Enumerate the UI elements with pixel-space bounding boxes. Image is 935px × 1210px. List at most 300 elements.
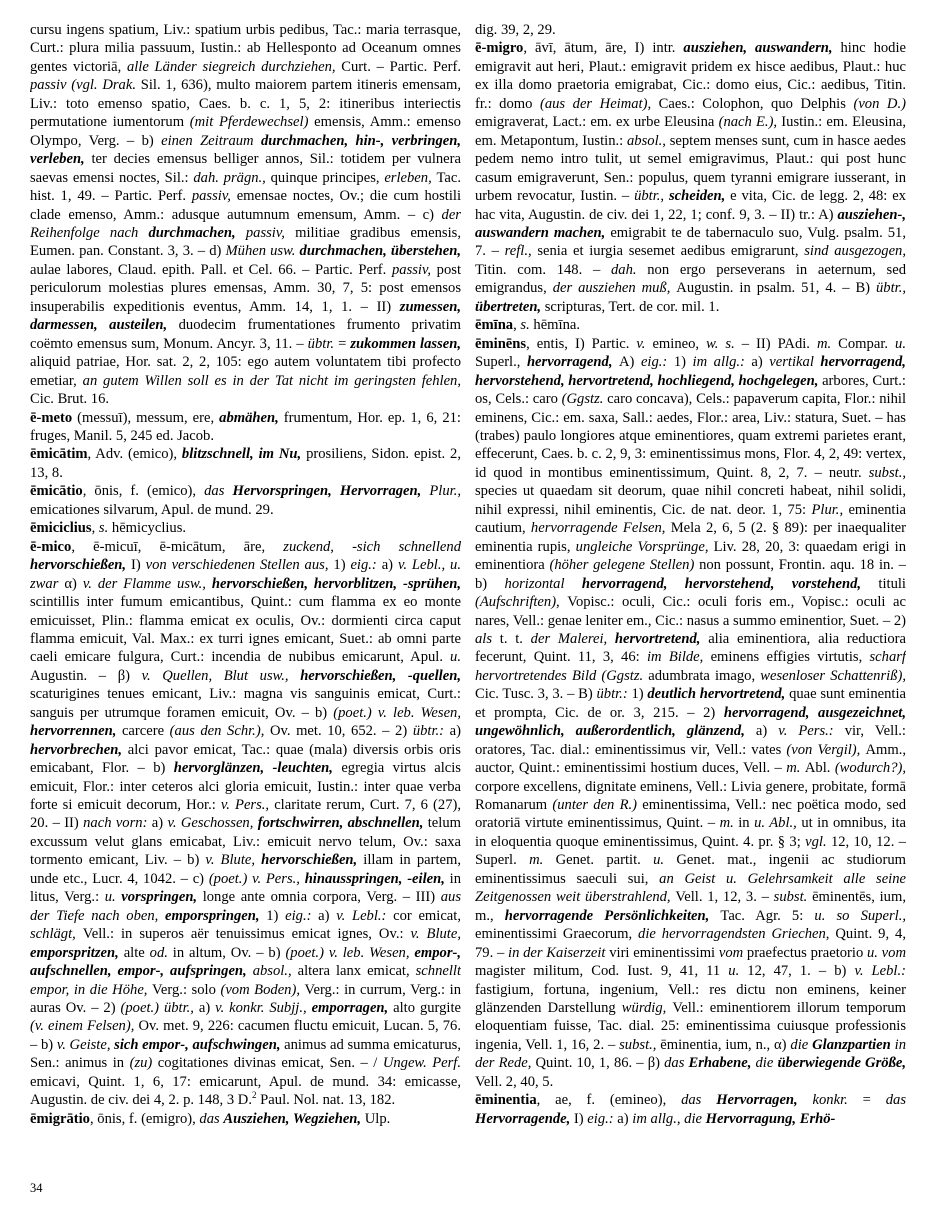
text-segment: , entis, I) Partic.: [526, 335, 637, 352]
headword: ēmiciclius: [30, 520, 92, 537]
text-segment: scheiden,: [668, 188, 731, 205]
text-segment: ēminentēs, ium, m.,: [475, 889, 906, 924]
text-segment: refl.,: [504, 243, 538, 260]
text-segment: prosiliens, Sidon. epist. 2, 13, 8.: [30, 446, 461, 481]
text-segment: übertreten,: [475, 298, 545, 315]
text-segment: (poet.) v. leb. Wesen,: [285, 944, 415, 961]
text-segment: carcere: [121, 723, 170, 740]
text-segment: dig. 39, 2, 29.: [475, 22, 556, 38]
text-segment: schlägt,: [30, 926, 83, 943]
text-segment: Mühen usw.: [225, 243, 300, 260]
text-segment: Ausziehen, Wegziehen,: [223, 1110, 365, 1127]
text-segment: adumbrata imago,: [648, 667, 761, 684]
text-segment: emicavi, Quint. 1, 6, 17: emicarunt, Apul. de mund. 34: emicasse, Augustin. de civ. dei 4, 2. p. 148, 3 D.: [30, 1073, 461, 1109]
text-segment: – II) PAdi.: [741, 335, 817, 352]
text-segment: , ae, f. (emineo),: [536, 1092, 682, 1109]
page-number: 34: [30, 1181, 43, 1195]
headword: ēminēns: [475, 335, 527, 352]
headword: ē-mico: [30, 538, 72, 555]
text-segment: übtr.,: [875, 280, 906, 297]
text-segment: emporspritzen,: [30, 944, 124, 961]
text-segment: v. Pers.,: [220, 797, 275, 814]
text-segment: (von Vergil),: [786, 741, 866, 758]
text-segment: (zu): [129, 1055, 158, 1072]
text-segment: die hervorragendsten Griechen,: [638, 926, 836, 943]
text-segment: hervorragend, ausgezeichnet, ungewöhnlich, außerordentlich, glänzend,: [475, 704, 906, 740]
text-segment: Mela 2, 6, 5 (2. § 89): per inaequaliter eminentia rupis,: [475, 520, 906, 555]
text-segment: Hervorragen,: [716, 1092, 813, 1109]
text-segment: ,: [91, 520, 99, 537]
dictionary-entry: [30, 445, 461, 482]
text-segment: fortschwirren, abschnellen,: [257, 815, 428, 832]
text-segment: hēmīna.: [533, 317, 580, 334]
text-segment: hervorbrechen,: [30, 741, 128, 758]
headword: ēmicātio: [30, 483, 83, 500]
text-segment: Augustin. in psalm. 51, 4. – B): [676, 280, 876, 297]
text-segment: e vita, Cic. de legg. 2, 48: ex hac vita, Augustin. de civ. dei 1, 22, 1; conf. 9, 3. – II) tr.: A): [475, 188, 906, 223]
text-segment: 1): [266, 907, 286, 924]
text-segment: an gutem Willen soll es in der Tat nicht im geringsten fehlen,: [82, 372, 461, 389]
text-segment: hervorragend, hervorstehend, vorstehend,: [581, 575, 879, 592]
text-segment: aulae labores, Claud. epith. Pall. et Cel. 66. – Partic. Perf.: [30, 261, 392, 278]
text-segment: cogitationes divinas emicat, Sen. – /: [157, 1055, 383, 1072]
text-segment: Verg.: solo: [152, 981, 221, 998]
text-segment: (aus den Schr.),: [169, 723, 270, 740]
text-segment: u.: [104, 889, 122, 906]
text-segment: 1): [631, 686, 648, 703]
text-segment: od.: [149, 944, 173, 961]
text-segment: m.: [816, 335, 839, 352]
text-segment: (unter den R.): [552, 797, 643, 814]
text-segment: (poet.) übtr.,: [120, 1000, 199, 1017]
text-segment: caro concava), Cels.: papaverum capita, Flor.: nihil eminens, Cic.: em. saxa, Sall.: aedes, Flor.: area, Liv.: statura, Suet. – has (trabes) paulo longiores atque eminentiores, quam extremi parietes erant, effecerunt, Caes. b. c. 2, 9, 3: eminentissimus mons, Flor. 4, 2, 49: vertex, id quod in montibus eminentissimum, Quint. 8, 2, 7. – neutr.: [475, 391, 906, 481]
text-segment: hervorschießen, -quellen,: [300, 667, 461, 684]
text-segment: (poet.) v. Pers.,: [208, 870, 305, 887]
text-segment: Augustin. – β): [30, 667, 142, 684]
text-segment: übtr.:: [412, 723, 450, 740]
text-segment: =: [862, 1092, 886, 1109]
text-segment: v. Geschossen,: [167, 815, 258, 832]
text-segment: schnellt empor, in die Höhe,: [30, 963, 461, 998]
text-segment: hervortretend,: [614, 630, 709, 647]
text-segment: frumentum, Hor. ep. 1, 6, 21: fruges, Manil. 5, 245 ed. Jacob.: [30, 409, 461, 444]
text-segment: hervorragend,: [526, 354, 620, 371]
text-segment: eig.:: [640, 354, 674, 371]
text-segment: corpore excellens, dignitate eminens, Vell.: Livia genere, probitate, formā Romanarum: [475, 778, 906, 814]
text-segment: aliquid patriae, Hor. sat. 2, 2, 105: ego autem voluntatem tibi profecto emetiar,: [30, 354, 461, 389]
text-segment: absol.,: [627, 132, 670, 149]
text-segment: militiae gradibus emensis, Eumen. pan. Constant. 3, 3. – d): [30, 224, 461, 260]
text-segment: a): [617, 1110, 633, 1127]
text-segment: Ov. met. 10, 652. – 2): [269, 723, 413, 740]
text-segment: I): [130, 557, 146, 574]
text-segment: subst.,: [868, 464, 906, 481]
text-segment: Vopisc.: oculi, Cic.: oculi foris em., Vopisc.: oculi ac nares, Vell.: genae leniter em., Cic.: nasus a summo eminentior, Suet. – 2): [475, 594, 906, 629]
text-segment: scripturas, Tert. de cor. mil. 1.: [544, 298, 720, 315]
text-segment: a): [151, 815, 168, 832]
text-segment: (wodurch?),: [834, 760, 906, 777]
text-segment: quae sunt eminentia et prompta, Cic. de or. 3, 215. – 2): [475, 686, 906, 721]
text-segment: scaturigines tenues emicant, Liv.: magna vis sanguinis emicat, Curt.: sanguis per utrumque foramen emicuit, Ov. – b): [30, 686, 461, 721]
text-segment: hervorschießen,: [261, 852, 364, 869]
text-segment: ēminentia, ium, n., α): [660, 1036, 791, 1053]
text-segment: u.: [895, 335, 906, 352]
text-segment: Quint. 9, 4, 79. –: [475, 926, 906, 961]
text-segment: A): [619, 354, 641, 371]
text-segment: species ut quaedam sit deorum, quae nihil concreti habeat, nihil solidi, nihil expressi, nihil eminentis, Cic. de nat. deor. 1, 75:: [475, 483, 906, 518]
text-segment: I): [573, 1110, 588, 1127]
headword: ē-meto: [30, 409, 73, 426]
text-segment: durchmachen,: [148, 224, 246, 241]
text-segment: überwiegende Größe,: [777, 1055, 906, 1072]
text-segment: emigraverat, Lact.: em. ex urbe Eleusina: [475, 114, 719, 131]
text-segment: eminentissima, Vell.: nec poëtica modo, sed oratoriā virtute eminentissimus, Quint. –: [475, 797, 906, 832]
text-segment: Quint. 10, 1, 86. – β): [535, 1055, 665, 1072]
text-segment: erleben,: [384, 169, 437, 186]
text-segment: Vell.: eminentiorem illorum temporum eloquentiam fuisse, Tac. dial. 25: eminentissima cuiusque professionis ingenia, Vell. 1, 16, 2. –: [475, 1000, 906, 1053]
text-segment: (messuī), messum, ere,: [72, 409, 220, 426]
text-segment: u.: [450, 649, 461, 666]
headword: ēmigrātio: [30, 1110, 90, 1127]
text-segment: 1): [333, 557, 351, 574]
column-right: [475, 21, 906, 1175]
text-segment: ter decies emensus belliger annos, Sil.: totidem per vulnera saevas emensi noctes, Sil.:: [30, 151, 461, 186]
text-segment: von verschiedenen Stellen aus,: [145, 557, 334, 574]
text-segment: passiv,: [245, 224, 296, 241]
text-segment: die: [790, 1036, 813, 1053]
text-segment: v. Quellen, Blut usw.,: [141, 667, 301, 684]
text-segment: Plur.,: [429, 483, 461, 500]
text-segment: a): [381, 557, 398, 574]
text-segment: telum excussum velut glans emicabat, Liv.: emicuit nervo telum, Ov.: saxa tormento emicant, Liv. – b): [30, 815, 461, 869]
text-segment: hervorragende Felsen,: [530, 520, 671, 537]
text-segment: das: [204, 483, 233, 500]
text-segment: dah. prägn.,: [193, 169, 271, 186]
text-segment: emicationes silvarum, Apul. de mund. 29.: [30, 501, 274, 518]
text-segment: zuckend, -sich schnellend: [283, 538, 461, 555]
text-segment: sich empor-, aufschwingen,: [114, 1036, 285, 1053]
text-segment: a): [318, 907, 337, 924]
text-segment: emporragen,: [311, 1000, 394, 1017]
text-segment: der Reihenfolge nach: [30, 206, 461, 241]
text-segment: ,: [513, 317, 521, 334]
text-segment: , āvī, ātum, āre, I) intr.: [523, 40, 684, 57]
headword: ēminentia: [475, 1092, 537, 1109]
text-segment: im allg., die: [632, 1110, 706, 1127]
text-segment: (Ggstz.: [561, 391, 608, 408]
dictionary-entry: [30, 409, 461, 446]
text-segment: claritate rerum, Curt. 7, 6 (27), 20. – II): [30, 797, 461, 832]
text-segment: Abl.: [804, 760, 835, 777]
text-segment: emporspringen,: [165, 907, 267, 924]
text-segment: im allg.:: [692, 354, 752, 371]
text-segment: cursu ingens spatium, Liv.: spatium urbis pedibus, Tac.: maria terrasque, Curt.: plura milia passuum, Iustin.: ab Hellesponto ad Oceanum omnes gentes victoriā,: [30, 22, 461, 75]
text-segment: emineo,: [652, 335, 707, 352]
text-segment: in litus, Verg.:: [30, 870, 461, 906]
text-segment: hervorragende Persönlichkeiten,: [504, 907, 721, 924]
dictionary-page: [30, 21, 906, 1175]
text-segment: v. Lebl.:: [854, 963, 906, 980]
text-segment: cor emicat,: [393, 907, 461, 924]
text-segment: als: [475, 630, 500, 647]
headword: ēmīna: [475, 317, 514, 334]
text-segment: empor-, aufschnellen, empor-, aufspringen,: [30, 944, 461, 980]
text-segment: praefectus praetorio: [746, 944, 867, 961]
text-segment: vir, Vell.: oratores, Tac. dial.: eminentissimus vir, Vell.: vates: [475, 723, 906, 758]
text-segment: w. s.: [706, 335, 742, 352]
text-segment: v. der Flamme usw.,: [82, 575, 212, 592]
text-segment: (Aufschriften),: [475, 594, 568, 611]
text-segment: (von D.): [853, 95, 906, 112]
text-segment: Hervorragende,: [475, 1110, 574, 1127]
text-segment: Verg.: in currum, Verg.: in auras Ov. – 2): [30, 981, 461, 1017]
dictionary-entry: [475, 316, 906, 334]
text-segment: die: [755, 1055, 778, 1072]
text-segment: durchmachen, überstehen,: [299, 243, 461, 260]
text-segment: egregia virtus alcis emicuit, Flor.: inter ceteros alci gloria emicuit, Iustin.: inter quae verba forte si emicuit decorum, Hor.:: [30, 760, 461, 814]
dictionary-entry: [30, 519, 461, 537]
text-segment: eminentia cautium,: [475, 501, 906, 537]
text-segment: u.: [653, 852, 677, 869]
text-segment: blitzschnell, im Nu,: [181, 446, 307, 463]
text-segment: v. Lebl., u. zwar: [30, 557, 461, 592]
text-segment: (vom Boden),: [220, 981, 305, 998]
text-segment: non possunt, Frontin. aqu. 18 in. – b): [475, 557, 906, 592]
text-segment: altera lanx emicat,: [297, 963, 416, 980]
text-segment: vertikal: [769, 354, 821, 371]
text-segment: Sil. 1, 636), multo maiorem partem itineris emensam, Liv.: toto emenso spatio, Caes. b. c. 1, 5, 2: itineribus interiectis permutatione iumentorum: [30, 77, 461, 131]
text-segment: im Bilde,: [646, 649, 711, 666]
text-segment: v. Geiste,: [56, 1036, 115, 1053]
text-segment: übtr.:: [596, 686, 632, 703]
text-segment: (poet.) v. leb. Wesen,: [333, 704, 461, 721]
text-segment: 1): [673, 354, 693, 371]
text-segment: (aus der Heimat),: [539, 95, 659, 112]
text-segment: fastigium, fortuna, ingenium, Vell.: res dictu non eminens, keiner glänzenden Darstellung: [475, 981, 906, 1017]
text-segment: emensae noctes, Ov.; die cum hostili clade emenso, Amm.: adusque autumnum emensum, Amm. – c): [30, 188, 461, 223]
text-segment: Erhabene,: [688, 1055, 756, 1072]
text-segment: eminens effigies virtutis,: [710, 649, 870, 666]
text-segment: ausziehen-, auswandern machen,: [475, 206, 906, 241]
text-segment: konkr.: [812, 1092, 863, 1109]
text-segment: Tac. hist. 1, 49. – Partic. Perf.: [30, 169, 461, 205]
text-segment: Genet. mat., ingenii ac studiorum eminentissimus saeculi sui,: [475, 852, 906, 887]
text-segment: das: [885, 1092, 906, 1109]
text-segment: , Adv. (emico),: [87, 446, 182, 463]
dictionary-entry: [475, 39, 906, 316]
text-segment: Hervorragung, Erhö-: [705, 1110, 836, 1127]
text-segment: dah.: [610, 261, 648, 278]
text-segment: subst.,: [619, 1036, 661, 1053]
text-segment: Cic. Tusc. 3, 3. – B): [475, 686, 597, 703]
text-segment: emensis, Amm.: emenso Olympo, Verg. – b): [30, 114, 461, 149]
text-segment: m.: [529, 852, 556, 869]
text-segment: , ōnis, f. (emigro),: [89, 1110, 200, 1127]
headword: ē-migro: [475, 40, 524, 57]
text-segment: Titin. com. 148. –: [475, 261, 611, 278]
text-segment: hervorrennen,: [30, 723, 122, 740]
text-segment: durchmachen, hin-, verbringen, verleben,: [30, 132, 461, 168]
text-segment: in: [738, 815, 755, 832]
text-segment: Plur.,: [811, 501, 849, 518]
entry-continuation: [30, 21, 461, 409]
text-segment: u.: [728, 963, 748, 980]
text-segment: sind ausgezogen,: [804, 243, 906, 260]
text-segment: alle Länder siegreich durchziehen,: [126, 58, 342, 75]
text-segment: v. Blute,: [410, 926, 461, 943]
text-segment: ut in omnibus, ita in eloquentia quoque eminentissimus, Quint. 4. pr. § 3;: [475, 815, 906, 850]
text-segment: ungleiche Vorsprünge,: [575, 538, 714, 555]
text-segment: einen Zeitraum: [161, 132, 261, 149]
text-segment: vom: [718, 944, 747, 961]
text-segment: animus ad summa emicaturus, Sen.: animus in: [30, 1036, 461, 1072]
text-segment: passiv,: [191, 188, 237, 205]
text-segment: Vell.: in superos aër tenuissimus emicat ignes, Ov.:: [82, 926, 411, 943]
text-segment: Superl.,: [475, 354, 527, 371]
entry-continuation: [475, 21, 906, 39]
text-segment: Caes.: Colophon, quo Delphis: [658, 95, 854, 112]
text-segment: v. Blute,: [205, 852, 262, 869]
text-segment: Vell. 1, 12, 3. –: [675, 889, 774, 906]
text-segment: (nach E.),: [718, 114, 782, 131]
text-segment: longe ante omnia corpora, Verg. – III): [202, 889, 441, 906]
text-segment: alto gurgite: [393, 1000, 461, 1017]
text-segment: passiv,: [391, 261, 437, 278]
text-segment: , ōnis, f. (emico),: [82, 483, 205, 500]
text-segment: zukommen lassen,: [350, 335, 461, 352]
text-segment: 12, 47, 1. – b): [747, 963, 855, 980]
column-left: [30, 21, 461, 1175]
text-segment: u. Abl.,: [754, 815, 802, 832]
text-segment: t. t.: [499, 630, 531, 647]
text-segment: viri eminentissimi: [609, 944, 719, 961]
text-segment: ausziehen, auswandern,: [683, 40, 841, 57]
text-segment: alci pavor emicat, Tac.: quae (mala) diversis orbis oris emicabant, Flor. – b): [30, 741, 461, 777]
text-segment: eig.:: [350, 557, 382, 574]
text-segment: senia et iurgia sesemet aedibus emigrarunt,: [537, 243, 805, 260]
text-segment: vgl.: [805, 833, 831, 850]
text-segment: in der Kaiserzeit: [508, 944, 610, 961]
text-segment: nach vorn:: [83, 815, 152, 832]
text-segment: (v. einem Felsen),: [30, 1018, 139, 1035]
text-segment: hinc hodie emigravit aut heri, Plaut.: emigravit pridem ex hisce aedibus, Plaut.: huc ex illa domo praetoria emigrabat, Cic.: domo eius, Cic.: aedibus, Titin. fr.: domo: [475, 40, 906, 112]
text-segment: =: [338, 335, 351, 352]
text-segment: s.: [98, 520, 112, 537]
text-segment: magister militum, Cod. Iust. 9, 41, 11: [475, 963, 729, 980]
text-segment: zumessen, darmessen, austeilen,: [30, 298, 461, 334]
text-segment: Curt. – Partic. Perf.: [341, 58, 461, 75]
text-segment: hervorglänzen, -leuchten,: [173, 760, 342, 777]
text-segment: illam in partem, unde etc., Lucr. 4, 1042. – c): [30, 852, 461, 887]
text-segment: das: [681, 1092, 717, 1109]
text-segment: das: [199, 1110, 224, 1127]
text-segment: absol.,: [252, 963, 298, 980]
text-segment: hervorschießen, hervorblitzen, -sprühen,: [211, 575, 461, 592]
text-segment: v.: [636, 335, 653, 352]
text-segment: 2: [252, 1090, 257, 1101]
text-segment: das: [664, 1055, 689, 1072]
text-segment: , ē-micuī, ē-micātum, āre,: [71, 538, 284, 555]
dictionary-entry: [30, 482, 461, 519]
text-segment: aus der Tiefe nach oben,: [30, 889, 461, 924]
text-segment: Ov. met. 9, 226: cacumen fluctu emicuit, Lucan. 5, 76. – b): [30, 1018, 461, 1053]
text-segment: scintillis inter fumum emicantibus, Quint.: cum flamma ex eo monte emicuisset, Plin.: flamma emicat ex oculis, Ov.: dormienti circa caput flamma emicuit, Val. Max.: ex turri ignes emicant, Suet.: ab omni parte caeli emicare fulgura, Curt.: incendia de nubibus emicarunt, Apul.: [30, 594, 461, 666]
text-segment: scharf hervortretendes Bild (Ggstz.: [475, 649, 906, 684]
text-segment: deutlich hervortretend,: [647, 686, 790, 703]
text-segment: hinausspringen, -eilen,: [304, 870, 450, 887]
text-segment: m.: [719, 815, 739, 832]
text-segment: der Malerei,: [530, 630, 615, 647]
text-segment: Ungew. Perf.: [382, 1055, 461, 1072]
text-segment: α): [64, 575, 83, 592]
dictionary-entry: [475, 335, 906, 1092]
text-segment: in altum, Ov. – b): [172, 944, 286, 961]
text-segment: Iustin.: em. Eleusina, em. Metapontum, Iustin.:: [475, 114, 906, 149]
text-segment: m.: [786, 760, 805, 777]
text-segment: Paul. Nol. nat. 13, 182.: [256, 1092, 396, 1109]
text-segment: (höher gelegene Stellen): [549, 557, 700, 574]
text-segment: v. konkr. Subjj.,: [215, 1000, 312, 1017]
text-segment: u. so Superl.,: [814, 907, 906, 924]
text-segment: a): [198, 1000, 216, 1017]
text-segment: post periculorum molestias plures emensas, Amm. 30, 7, 5: post emensos insuperabilis expeditionis eventus, Amm. 14, 1, 1. – II): [30, 261, 461, 315]
text-segment: septem menses sunt, cum in hasce aedes pedem nemo intro tulit, ut semel emigravimus, Plaut.: qui post hunc casum emigraverunt, Sen.: populus, quem tyranni emigrare iusserant, in urbem revocatur, Iustin. –: [475, 132, 906, 205]
text-segment: u. vom: [867, 944, 906, 961]
text-segment: v. Pers.:: [778, 723, 845, 740]
text-segment: quinque principes,: [270, 169, 385, 186]
text-segment: abmähen,: [219, 409, 284, 426]
text-segment: s.: [520, 317, 534, 334]
text-segment: eminentissimi Graecorum,: [475, 926, 639, 943]
text-segment: Liv. 28, 20, 3: quaedam erigi in eminentiora: [475, 538, 906, 574]
text-segment: passiv (vgl. Drak.: [30, 77, 141, 94]
text-segment: non ergo perseverans in aeternum, sed emigrandus,: [475, 261, 906, 297]
text-segment: Cic. Brut. 16.: [30, 391, 110, 408]
text-segment: Compar.: [838, 335, 896, 352]
text-segment: duodecim frumentationes frumento privatim coëmto emensus sum, Monum. Ancyr. 3, 11. –: [30, 317, 461, 352]
dictionary-entry: [30, 538, 461, 1110]
text-segment: in der Rede,: [475, 1036, 906, 1072]
text-segment: hervorragend, hervorstehend, hervortretend, hochliegend, hochgelegen,: [475, 354, 906, 389]
text-segment: an Geist u. Gelehrsamkeit alle seine Zeitgenossen weit überstrahlend,: [475, 870, 906, 906]
text-segment: subst.: [773, 889, 813, 906]
text-segment: Genet. partit.: [555, 852, 654, 869]
text-segment: horizontal: [504, 575, 582, 592]
text-segment: a): [751, 354, 770, 371]
text-segment: hervorschießen,: [30, 557, 131, 574]
headword: ēmicātim: [30, 446, 88, 463]
text-segment: hēmicyclius.: [111, 520, 187, 537]
dictionary-entry: [475, 1091, 906, 1128]
text-segment: Tac. Agr. 5:: [720, 907, 815, 924]
text-segment: eig.:: [285, 907, 319, 924]
text-segment: Ulp.: [364, 1110, 391, 1127]
text-segment: arbores, Curt.: os, Cels.: caro: [475, 372, 906, 408]
text-segment: Amm., auctor, Quint.: eminentissimi hostium duces, Vell. –: [475, 741, 906, 777]
text-segment: eig.:: [587, 1110, 618, 1127]
text-segment: emigrabit te de tabernaculo suo, Vulg. psalm. 51, 7. –: [475, 224, 906, 260]
text-segment: Hervorspringen, Hervorragen,: [232, 483, 430, 500]
text-segment: tituli: [878, 575, 906, 592]
text-segment: a): [755, 723, 779, 740]
text-segment: übtr.,: [634, 188, 669, 205]
dictionary-entry: [30, 1110, 461, 1128]
text-segment: a): [449, 723, 461, 740]
text-segment: Glanzpartien: [812, 1036, 895, 1053]
text-segment: übtr.: [307, 335, 339, 352]
text-segment: alte: [123, 944, 150, 961]
text-segment: alia eminentiora, alia reductiora fecerunt, Quint. 11, 3, 46:: [475, 630, 906, 666]
